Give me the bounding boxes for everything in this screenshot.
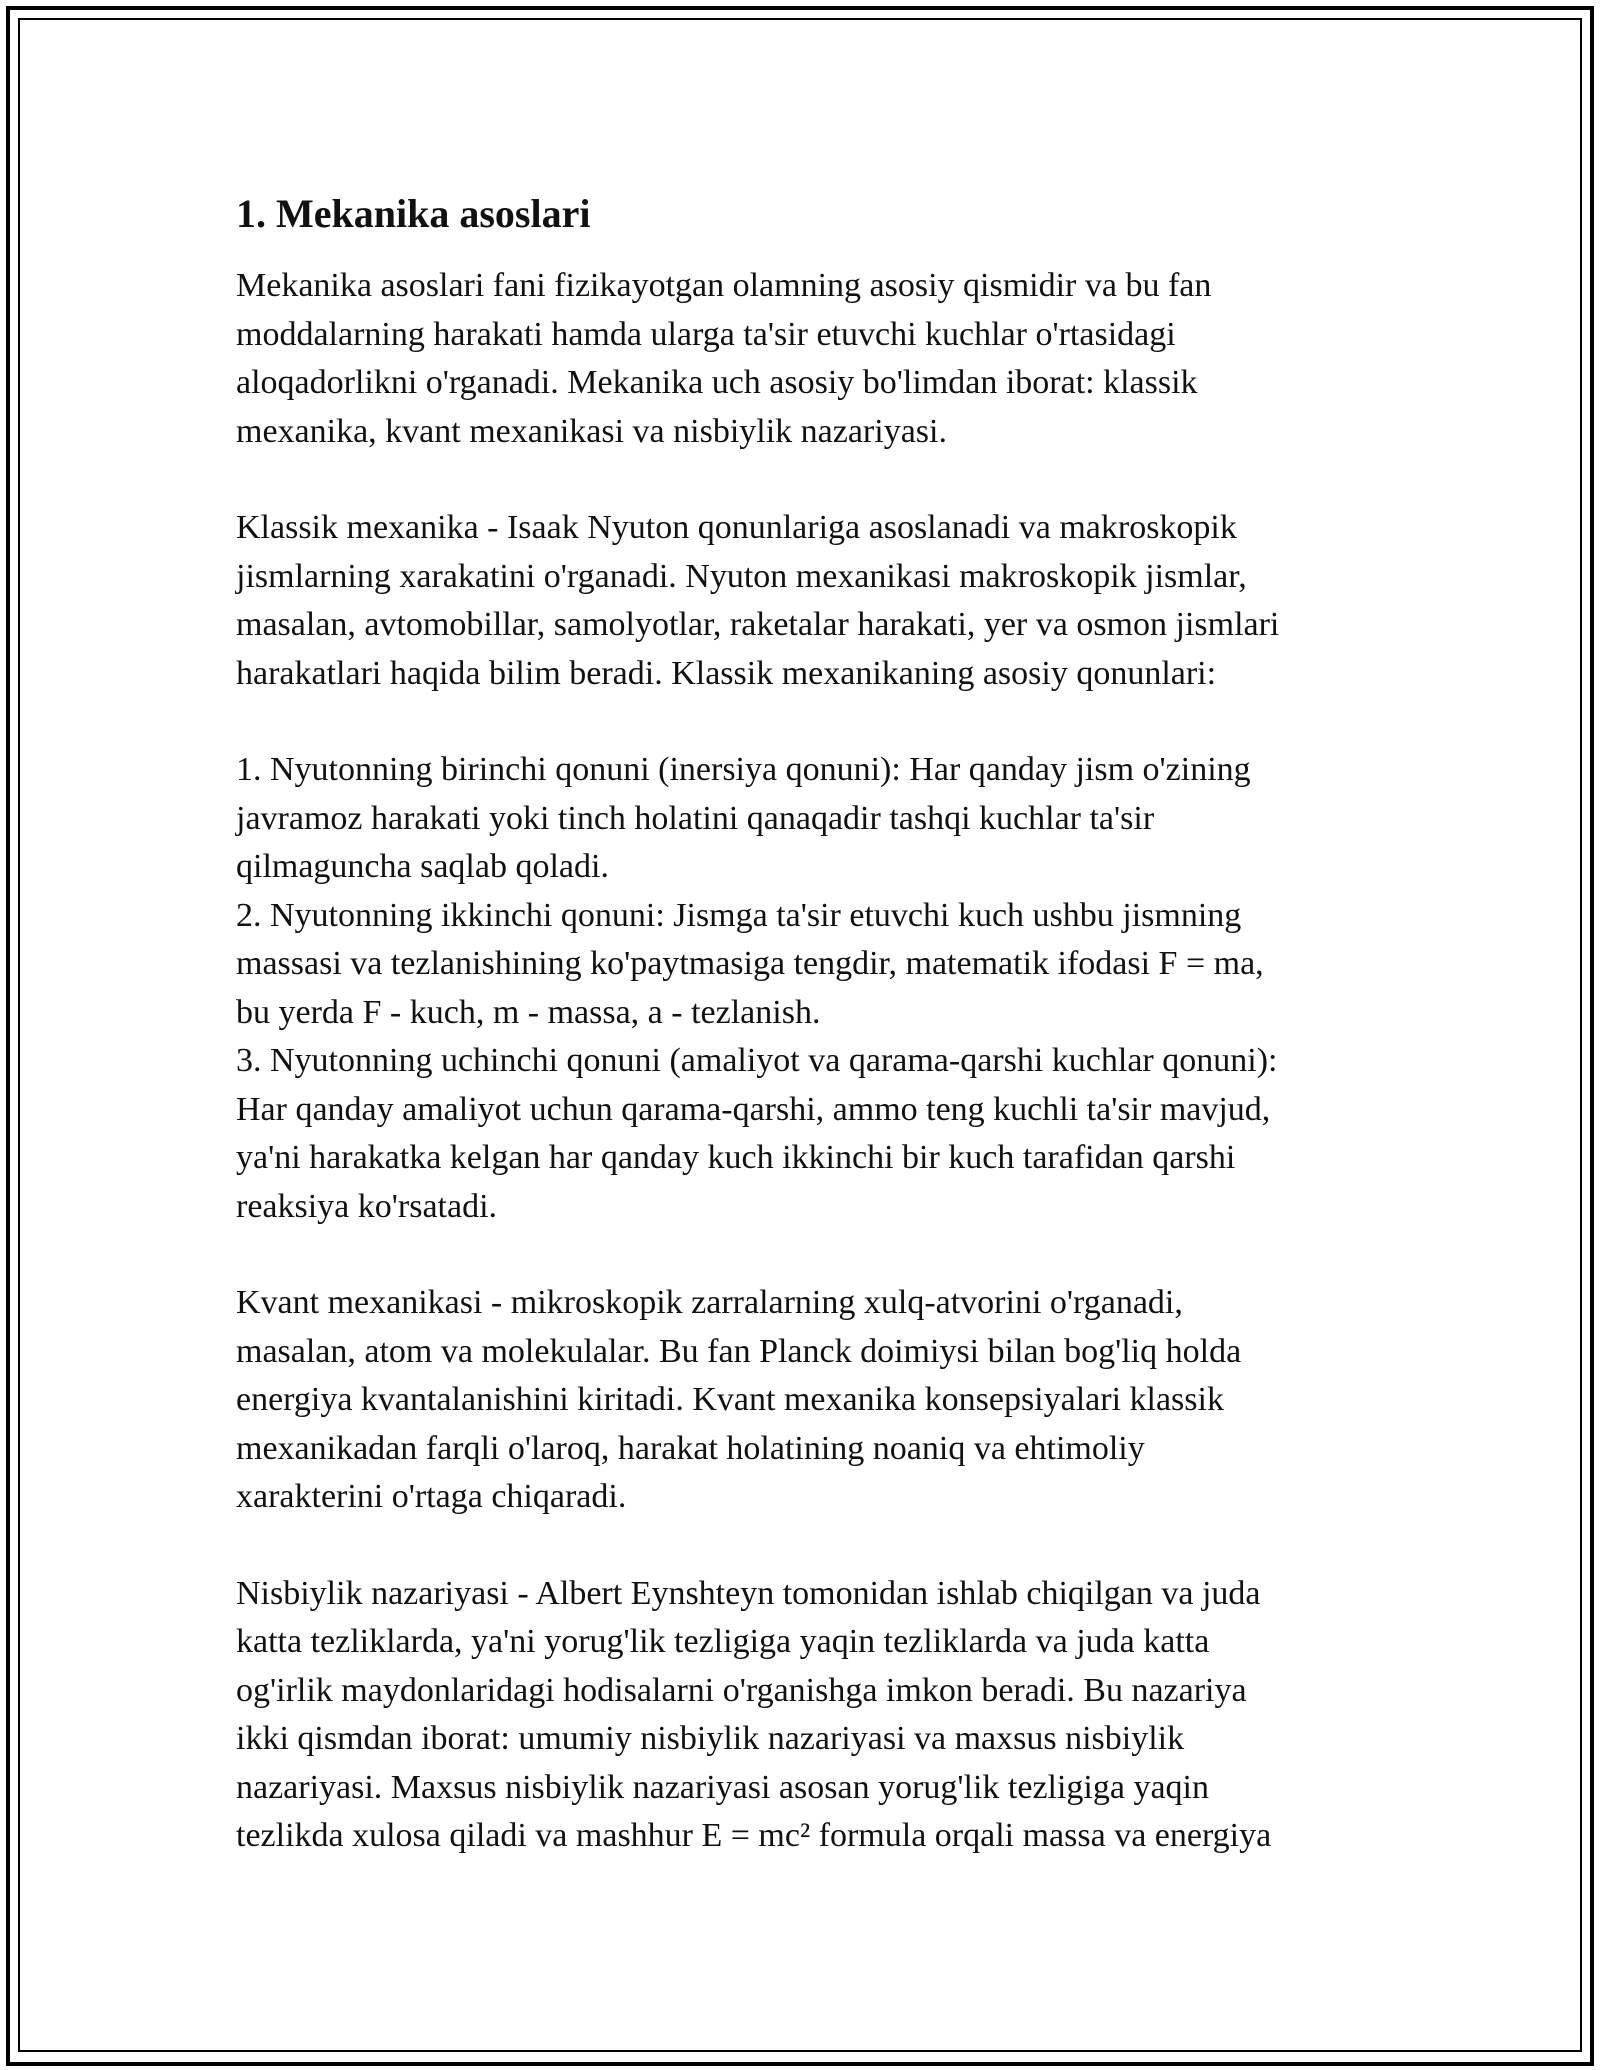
document-body [236,186,1396,1861]
paragraph-classical-mechanics: Klassik mexanika - Isaak Nyuton qonunlariga asoslanadi va makroskopik jismlarning xarakatini o'rganadi. Nyuton mexanikasi makroskopik jismlar, masalan, avtomobillar, samolyotlar, raketalar harakati, yer va osmon jismlari harakatlari haqida bilim beradi. Klassik mexanikaning asosiy qonunlari: [236,509,1280,692]
section-heading: 1. Mekanika asoslari [236,191,591,236]
paragraph-quantum-mechanics: Kvant mexanikasi - mikroskopik zarralarning xulq-atvorini o'rganadi, masalan, atom va molekulalar. Bu fan Planck doimiysi bilan bog'liq holda energiya kvantalanishini kiritadi. Kvant mexanika konsepsiyalari klassik mexanikadan farqli o'laroq, harakat holatining noaniq va ehtimoliy xarakterini o'rtaga chiqaradi. [236,1284,1242,1515]
paragraph-intro: Mekanika asoslari fani fizikayotgan olamning asosiy qismidir va bu fan moddalarning harakati hamda ularga ta'sir etuvchi kuchlar o'rtasidagi aloqadorlikni o'rganadi. Mekanika uch asosiy bo'limdan iborat: klassik mexanika, kvant mexanikasi va nisbiylik nazariyasi. [236,267,1212,450]
paragraph-relativity: Nisbiylik nazariyasi - Albert Eynshteyn tomonidan ishlab chiqilgan va juda katta tezliklarda, ya'ni yorug'lik tezligiga yaqin tezliklarda va juda katta og'irlik maydonlaridagi hodisalarni o'rganishga imkon beradi. Bu nazariya ikki qismdan iborat: umumiy nisbiylik nazariyasi va maxsus nisbiylik nazariyasi. Maxsus nisbiylik nazariyasi asosan yorug'lik tezligiga yaqin tezlikda xulosa qiladi va mashhur E = mc² formula orqali massa va energiya [236,1574,1272,1854]
paragraph-newton-laws: 1. Nyutonning birinchi qonuni (inersiya qonuni): Har qanday jism o'zining javramoz harakati yoki tinch holatini qanaqadir tashqi kuchlar ta'sir qilmaguncha saqlab qoladi. 2. Nyutonning ikkinchi qonuni: Jismga ta'sir etuvchi kuch ushbu jismning massasi va tezlanishining ko'paytmasiga tengdir, matematik ifodasi F = ma, bu yerda F - kuch, m - massa, a - tezlanish. 3. Nyutonning uchinchi qonuni (amaliyot va qarama-qarshi kuchlar qonuni): Har qanday amaliyot uchun qarama-qarshi, ammo teng kuchli ta'sir mavjud, ya'ni harakatka kelgan har qanday kuch ikkinchi bir kuch tarafidan qarshi reaksiya ko'rsatadi. [236,751,1278,1225]
